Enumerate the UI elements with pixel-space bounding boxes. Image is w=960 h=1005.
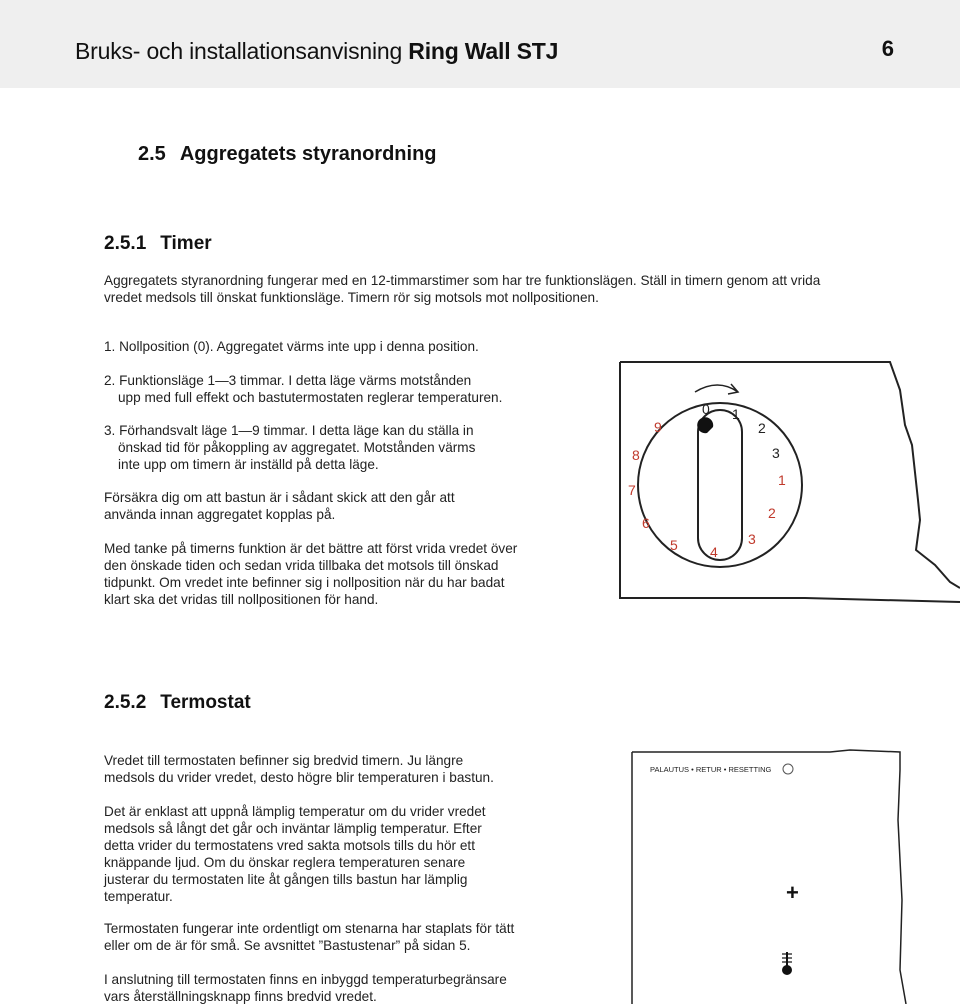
timer-number: 2.5.1 <box>104 233 147 254</box>
dial-label-0: 0 <box>702 401 710 417</box>
timer-note-2-line-2: den önskade tiden och sedan vrida tillbaka det motsols till önskad <box>104 558 499 573</box>
plus-sign: + <box>786 880 799 905</box>
thermostat-p2-line-3: detta vrider du termostatens vred sakta motsols tills du hör ett <box>104 838 475 853</box>
timer-item-1: 1. Nollposition (0). Aggregatet värms inte upp i denna position. <box>104 339 479 354</box>
timer-panel-outline <box>620 362 960 602</box>
dial-label-2-outer: 2 <box>768 505 776 521</box>
thermostat-p4-line-2: vars återställningsknapp finns bredvid vredet. <box>104 989 377 1004</box>
timer-note-1-line-1: Försäkra dig om att bastun är i sådant skick att den går att <box>104 490 455 505</box>
thermostat-panel-figure <box>600 740 960 1004</box>
dial-label-5: 5 <box>670 537 678 553</box>
timer-note-2-line-3: tidpunkt. Om vredet inte befinner sig i nollposition när du har badat <box>104 575 505 590</box>
section-heading <box>138 143 437 166</box>
thermostat-number: 2.5.2 <box>104 692 147 713</box>
thermostat-p2-line-5: justerar du termostaten lite åt gången tills bastun har lämplig <box>104 872 468 887</box>
timer-item-2-line-1: 2. Funktionsläge 1—3 timmar. I detta läge värms motstånden <box>104 373 472 388</box>
timer-note-2-line-4: klart ska det vridas till nollpositionen för hand. <box>104 592 379 607</box>
dial-label-4: 4 <box>710 544 718 560</box>
thermostat-p2-line-1: Det är enklast att uppnå lämplig temperatur om du vrider vredet <box>104 804 486 819</box>
dial-label-8: 8 <box>632 447 640 463</box>
reset-label: PALAUTUS • RETUR • RESETTING <box>650 765 772 774</box>
timer-intro-line-1: Aggregatets styranordning fungerar med en 12-timmarstimer som har tre funktionslägen. Ställ in timern genom att vrida <box>104 273 821 288</box>
thermostat-p1-line-1: Vredet till termostaten befinner sig bredvid timern. Ju längre <box>104 753 464 768</box>
dial-label-6: 6 <box>642 515 650 531</box>
section-number: 2.5 <box>138 143 166 165</box>
thermostat-p2-line-6: temperatur. <box>104 889 173 904</box>
dial-label-3-outer: 3 <box>748 531 756 547</box>
timer-dial-figure <box>600 350 960 620</box>
page-number: 6 <box>881 36 894 61</box>
document-title-plain: Bruks- och installationsanvisning <box>75 38 403 64</box>
thermometer-icon <box>782 952 792 975</box>
thermostat-panel-outline <box>632 750 906 1004</box>
timer-title: Timer <box>160 233 212 254</box>
thermostat-p3-line-1: Termostaten fungerar inte ordentligt om stenarna har staplats för tätt <box>104 921 515 936</box>
timer-intro-line-2: vredet medsols till önskat funktionsläge. Timern rör sig motsols mot nollpositionen. <box>104 290 599 305</box>
clockwise-arrow-icon <box>695 385 738 392</box>
dial-label-3: 3 <box>772 445 780 461</box>
document-title <box>75 38 558 65</box>
thermostat-p4-line-1: I anslutning till termostaten finns en inbyggd temperaturbegränsare <box>104 972 507 987</box>
thermostat-title: Termostat <box>160 692 251 713</box>
dial-label-1: 1 <box>732 406 740 422</box>
section-title: Aggregatets styranordning <box>179 143 437 165</box>
timer-heading <box>104 233 212 255</box>
thermostat-p2-line-4: knäppande ljud. Om du önskar reglera temperaturen senare <box>104 855 466 870</box>
timer-item-2-line-2: upp med full effekt och bastutermostaten reglerar temperaturen. <box>118 390 503 405</box>
timer-item-3-line-3: inte upp om timern är inställd på detta läge. <box>118 457 379 472</box>
thermostat-p3-line-2: eller om de är för små. Se avsnittet ”Bastustenar” på sidan 5. <box>104 938 471 953</box>
dial-label-9: 9 <box>654 419 662 435</box>
reset-button[interactable] <box>783 764 793 774</box>
dial-label-1-outer: 1 <box>778 472 786 488</box>
page-header <box>0 0 960 88</box>
thermostat-heading <box>104 692 251 714</box>
timer-knob-pointer-dot <box>697 417 713 433</box>
timer-item-3-line-1: 3. Förhandsvalt läge 1—9 timmar. I detta läge kan du ställa in <box>104 423 474 438</box>
thermostat-p2-line-2: medsols så långt det går och inväntar lämplig temperatur. Efter <box>104 821 482 836</box>
timer-note-2-line-1: Med tanke på timerns funktion är det bättre att först vrida vredet över <box>104 541 518 556</box>
timer-note-1-line-2: använda innan aggregatet kopplas på. <box>104 507 336 522</box>
timer-item-3-line-2: önskad tid för påkoppling av aggregatet. Motstånden värms <box>118 440 476 455</box>
document-title-product: Ring Wall STJ <box>408 38 559 64</box>
dial-label-2: 2 <box>758 420 766 436</box>
dial-label-7: 7 <box>628 482 636 498</box>
thermostat-p1-line-2: medsols du vrider vredet, desto högre blir temperaturen i bastun. <box>104 770 494 785</box>
